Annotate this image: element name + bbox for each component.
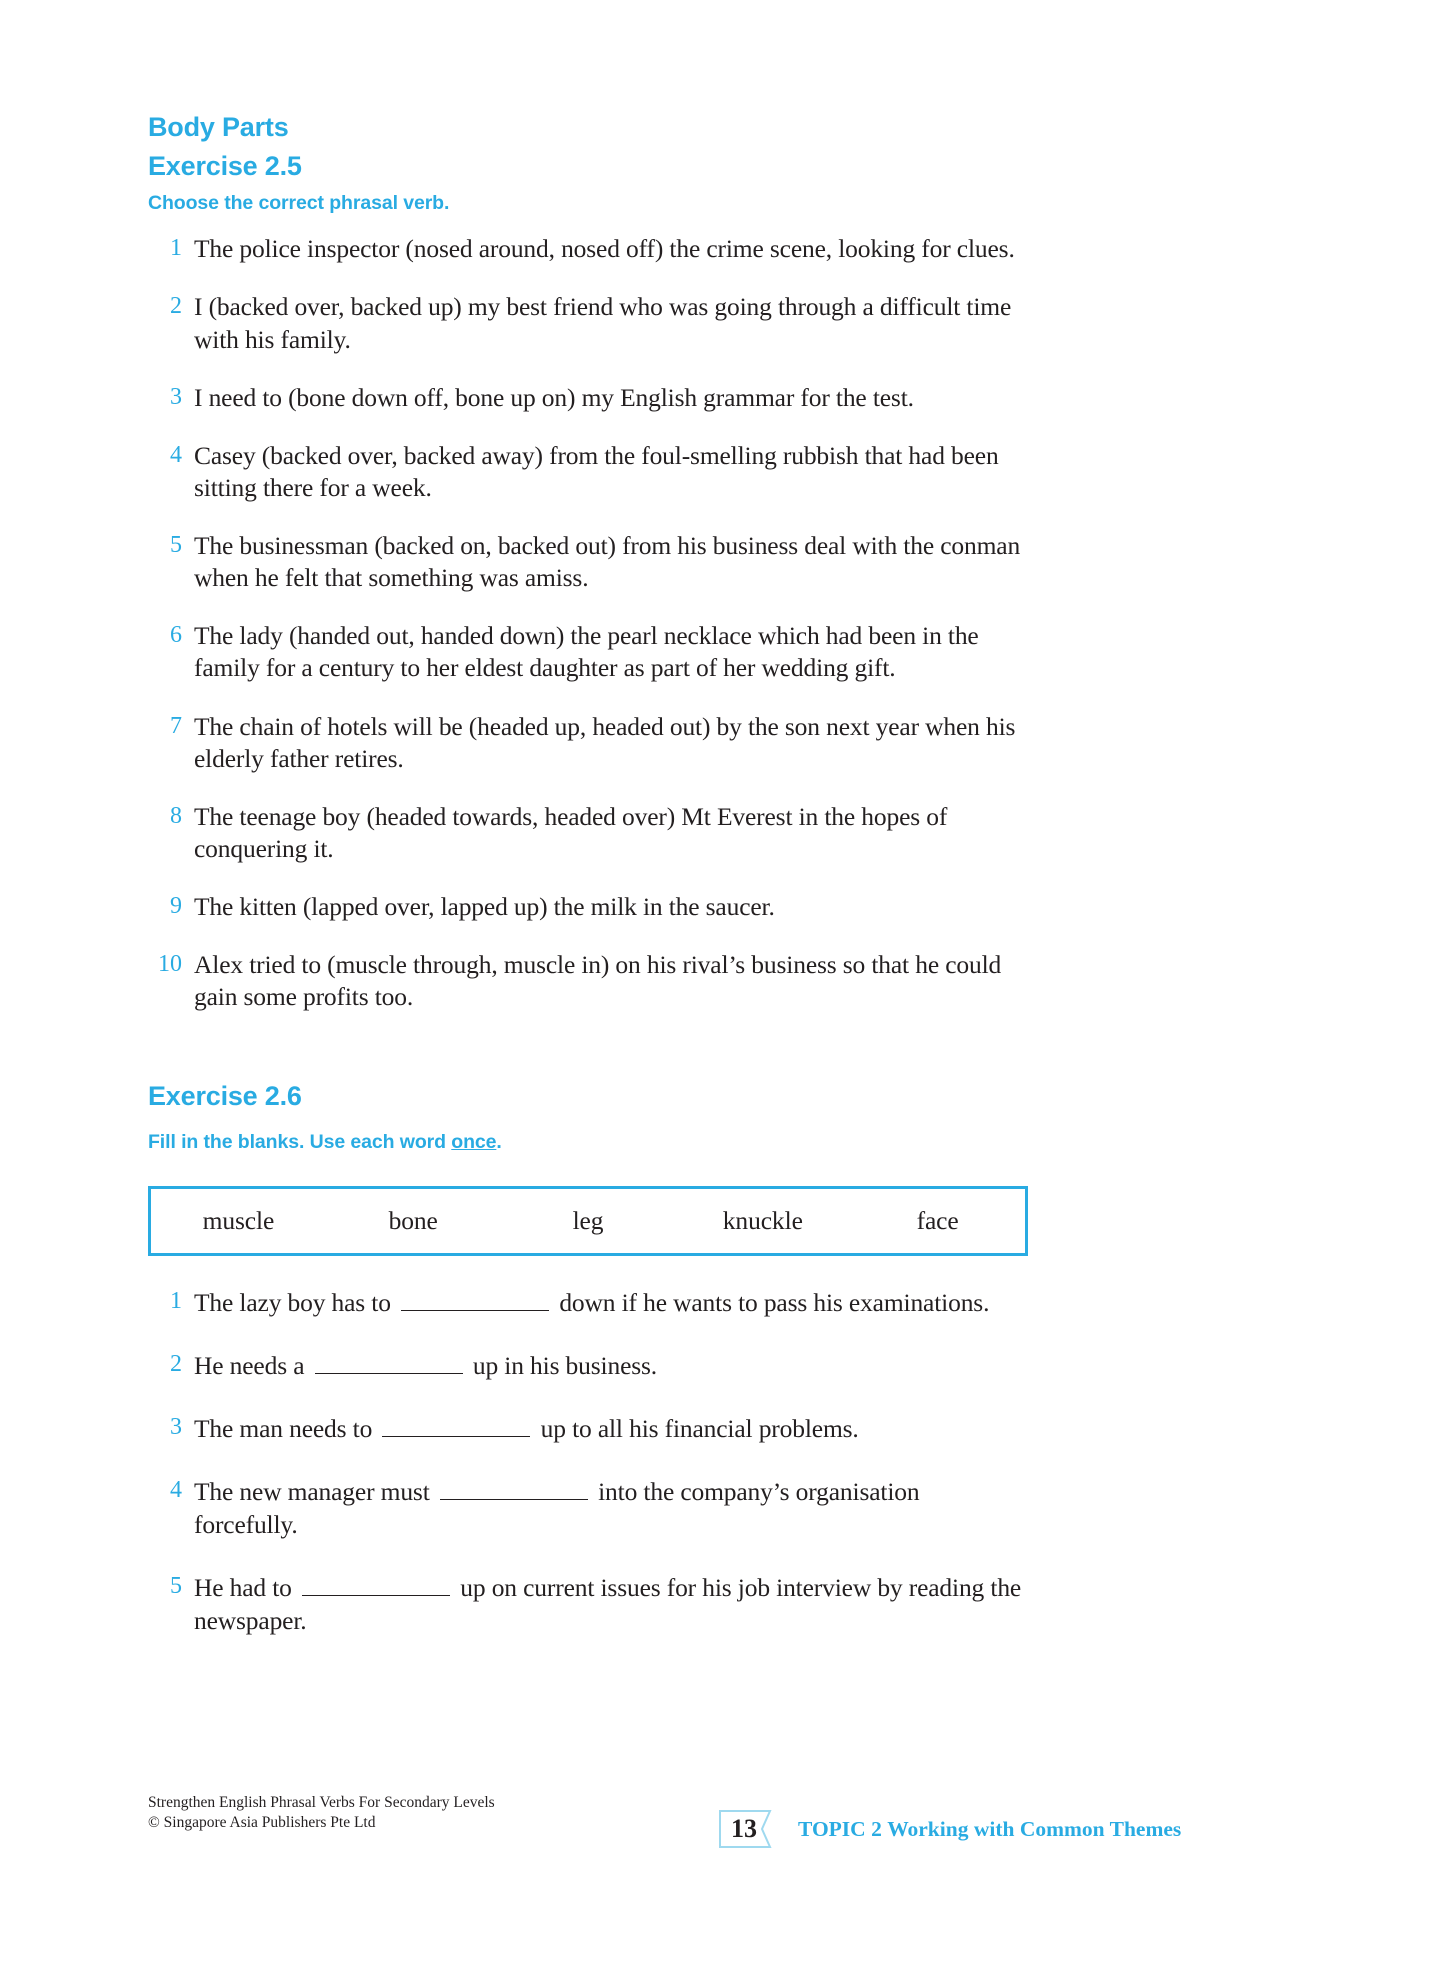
section-title: Body Parts	[148, 112, 289, 142]
word-bank-item[interactable]: knuckle	[722, 1205, 803, 1235]
question-text: Casey (backed over, backed away) from the foul-smelling rubbish that had been sitting there for a week.	[194, 440, 999, 502]
footer-topic-name: Working with Common Themes	[887, 1816, 1182, 1841]
question-text: The kitten (lapped over, lapped up) the milk in the saucer.	[194, 892, 775, 922]
exercise-26-instruction	[148, 1131, 1028, 1154]
question-item	[148, 620, 1028, 684]
sentence-after-blank: into the company’s organisation forcefully.	[194, 1476, 920, 1540]
sentence-before-blank: The lazy boy has to	[194, 1287, 391, 1317]
answer-blank[interactable]	[315, 1349, 463, 1373]
footer-topic-label: TOPIC 2	[798, 1816, 882, 1841]
page-number-flag	[718, 1807, 784, 1851]
question-item	[148, 949, 1028, 1013]
fill-blank-item	[148, 1571, 1028, 1637]
question-number: 6	[170, 622, 182, 649]
word-bank-item[interactable]: bone	[388, 1205, 438, 1235]
footer-topic	[798, 1817, 1181, 1842]
fill-blank-item	[148, 1349, 1028, 1382]
sentence-before-blank: He had to	[194, 1573, 292, 1603]
exercise-26-instruction-emphasis: once	[451, 1130, 497, 1153]
question-number: 3	[170, 383, 182, 410]
sentence-before-blank: The new manager must	[194, 1476, 430, 1506]
exercise-26-instruction-after: .	[496, 1130, 502, 1153]
question-text	[194, 1571, 1028, 1637]
question-number: 4	[170, 441, 182, 468]
question-number: 4	[170, 1476, 182, 1503]
question-number: 5	[170, 532, 182, 559]
question-item	[148, 382, 1028, 414]
answer-blank[interactable]	[401, 1286, 549, 1310]
question-text: I (backed over, backed up) my best friend who was going through a difficult time with his family.	[194, 292, 1012, 354]
word-bank-item[interactable]: leg	[572, 1205, 604, 1235]
exercise-26-question-list	[148, 1286, 1028, 1638]
question-text: The teenage boy (headed towards, headed over) Mt Everest in the hopes of conquering it.	[194, 801, 948, 863]
question-text	[194, 1349, 1028, 1382]
fill-blank-item	[148, 1286, 1028, 1319]
word-bank-item[interactable]: face	[916, 1205, 959, 1235]
question-text: The lady (handed out, handed down) the pearl necklace which had been in the family for a century to her eldest daughter as part of her wedding gift.	[194, 621, 979, 683]
question-text	[194, 1475, 1028, 1541]
exercise-25-title: Exercise 2.5	[148, 151, 302, 182]
exercise-25-question-list	[148, 233, 1028, 1013]
question-text: I need to (bone down off, bone up on) my English grammar for the test.	[194, 382, 914, 412]
question-item	[148, 233, 1028, 265]
exercise-25-instruction: Choose the correct phrasal verb.	[148, 192, 450, 215]
question-item	[148, 801, 1028, 865]
answer-blank[interactable]	[302, 1572, 450, 1596]
question-number: 9	[170, 893, 182, 920]
footer-imprint	[148, 1793, 495, 1834]
footer-topic-block	[718, 1807, 1181, 1851]
sentence-before-blank: The man needs to	[194, 1413, 373, 1443]
question-text	[194, 1286, 1028, 1319]
question-item	[148, 530, 1028, 594]
sentence-after-blank: up to all his financial problems.	[540, 1413, 859, 1443]
question-number: 1	[170, 1287, 182, 1314]
answer-blank[interactable]	[382, 1412, 530, 1436]
sentence-after-blank: up in his business.	[472, 1350, 658, 1380]
word-bank-item[interactable]: muscle	[202, 1205, 275, 1235]
sentence-after-blank: up on current issues for his job interview by reading the newspaper.	[194, 1573, 1022, 1636]
question-text: The police inspector (nosed around, nosed off) the crime scene, looking for clues.	[194, 234, 1015, 264]
question-item	[148, 711, 1028, 775]
page-number: 13	[731, 1814, 757, 1843]
fill-blank-item	[148, 1475, 1028, 1541]
question-number: 2	[170, 293, 182, 320]
sentence-before-blank: He needs a	[194, 1350, 305, 1380]
answer-blank[interactable]	[440, 1476, 588, 1500]
question-number: 1	[170, 235, 182, 262]
page-footer	[148, 1793, 1298, 1863]
footer-copyright: © Singapore Asia Publishers Pte Ltd	[148, 1814, 376, 1832]
question-number: 3	[170, 1413, 182, 1440]
question-number: 8	[170, 802, 182, 829]
question-item	[148, 440, 1028, 504]
word-bank-box	[148, 1186, 1028, 1256]
question-item	[148, 891, 1028, 923]
question-text: The chain of hotels will be (headed up, headed out) by the son next year when his elderly father retires.	[194, 711, 1016, 773]
footer-book-title: Strengthen English Phrasal Verbs For Secondary Levels	[148, 1794, 495, 1811]
page-content	[148, 108, 1028, 1638]
sentence-after-blank: down if he wants to pass his examinations.	[559, 1287, 990, 1317]
exercise-26-instruction-before: Fill in the blanks. Use each word	[148, 1130, 452, 1153]
question-text	[194, 1412, 1028, 1445]
fill-blank-item	[148, 1412, 1028, 1445]
question-number: 2	[170, 1350, 182, 1377]
question-text: The businessman (backed on, backed out) from his business deal with the conman when he felt that something was amiss.	[194, 531, 1021, 593]
question-text: Alex tried to (muscle through, muscle in) on his rival’s business so that he could gain some profits too.	[194, 950, 1002, 1012]
exercise-26-title: Exercise 2.6	[148, 1081, 302, 1112]
question-number: 10	[158, 951, 182, 978]
question-number: 5	[170, 1573, 182, 1600]
question-item	[148, 291, 1028, 355]
question-number: 7	[170, 712, 182, 739]
